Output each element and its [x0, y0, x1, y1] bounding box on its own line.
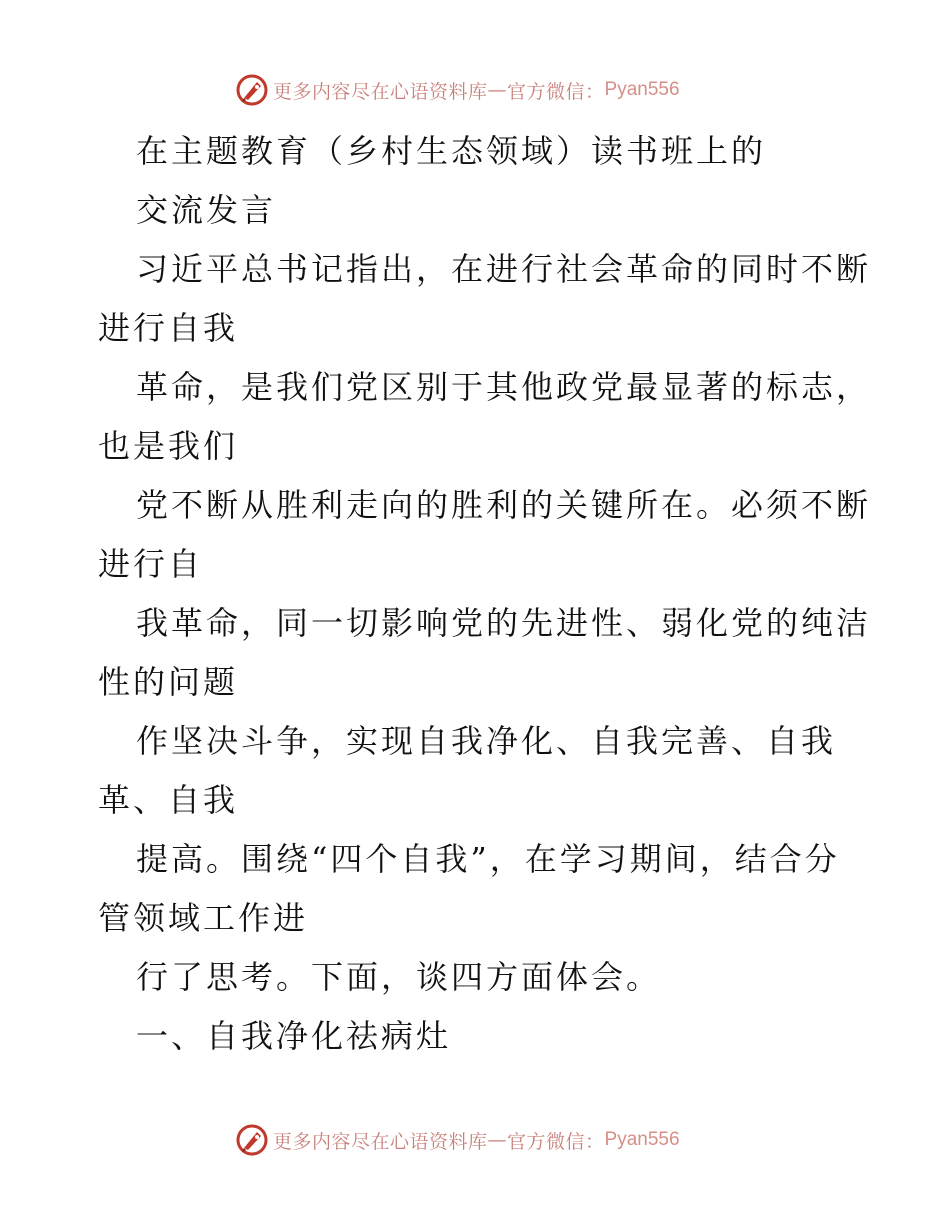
paragraph-line: 习近平总书记指出，在进行社会革命的同时不断 [136, 250, 872, 288]
paragraph-line: 行了思考。下面，谈四方面体会。 [136, 958, 662, 996]
watermark-dash: — [487, 79, 508, 101]
section-heading: 一、自我净化祛病灶 [136, 1017, 452, 1055]
paragraph-line: 进行自我 [98, 309, 239, 347]
watermark-wechat-id: Pyan556 [604, 1129, 680, 1150]
paragraph-line: 也是我们 [98, 427, 239, 465]
title-line-2: 交流发言 [136, 191, 277, 229]
watermark-wechat-label: 官方微信： [507, 1130, 605, 1153]
paragraph-line: 我革命，同一切影响党的先进性、弱化党的纯洁 [136, 604, 872, 642]
watermark-wechat-label: 官方微信： [507, 80, 605, 103]
watermark-wechat-id: Pyan556 [604, 79, 680, 100]
paragraph-line: 管领域工作进 [98, 899, 309, 937]
paragraph-line: 革、自我 [98, 781, 239, 819]
paragraph-line: 进行自 [98, 545, 204, 583]
paragraph-line: 革命，是我们党区别于其他政党最显著的标志， [136, 368, 872, 406]
paragraph-line: 作坚决斗争，实现自我净化、自我完善、自我 [136, 722, 837, 760]
title-line-1: 在主题教育（乡村生态领域）读书班上的 [136, 132, 767, 170]
watermark-dash: — [487, 1129, 508, 1151]
watermark-site-text: 更多内容尽在心语资料库 [273, 1130, 488, 1153]
watermark-site-text: 更多内容尽在心语资料库 [273, 80, 488, 103]
paragraph-line: 党不断从胜利走向的胜利的关键所在。必须不断 [136, 486, 872, 524]
pen-logo-icon [235, 73, 269, 107]
document-body [98, 122, 872, 1066]
pen-logo-icon [235, 1123, 269, 1157]
watermark-banner-top [235, 72, 735, 108]
paragraph-line: 性的问题 [98, 663, 239, 701]
paragraph-line: 提高。围绕“四个自我”，在学习期间，结合分 [136, 840, 840, 878]
watermark-banner-bottom [235, 1122, 735, 1158]
